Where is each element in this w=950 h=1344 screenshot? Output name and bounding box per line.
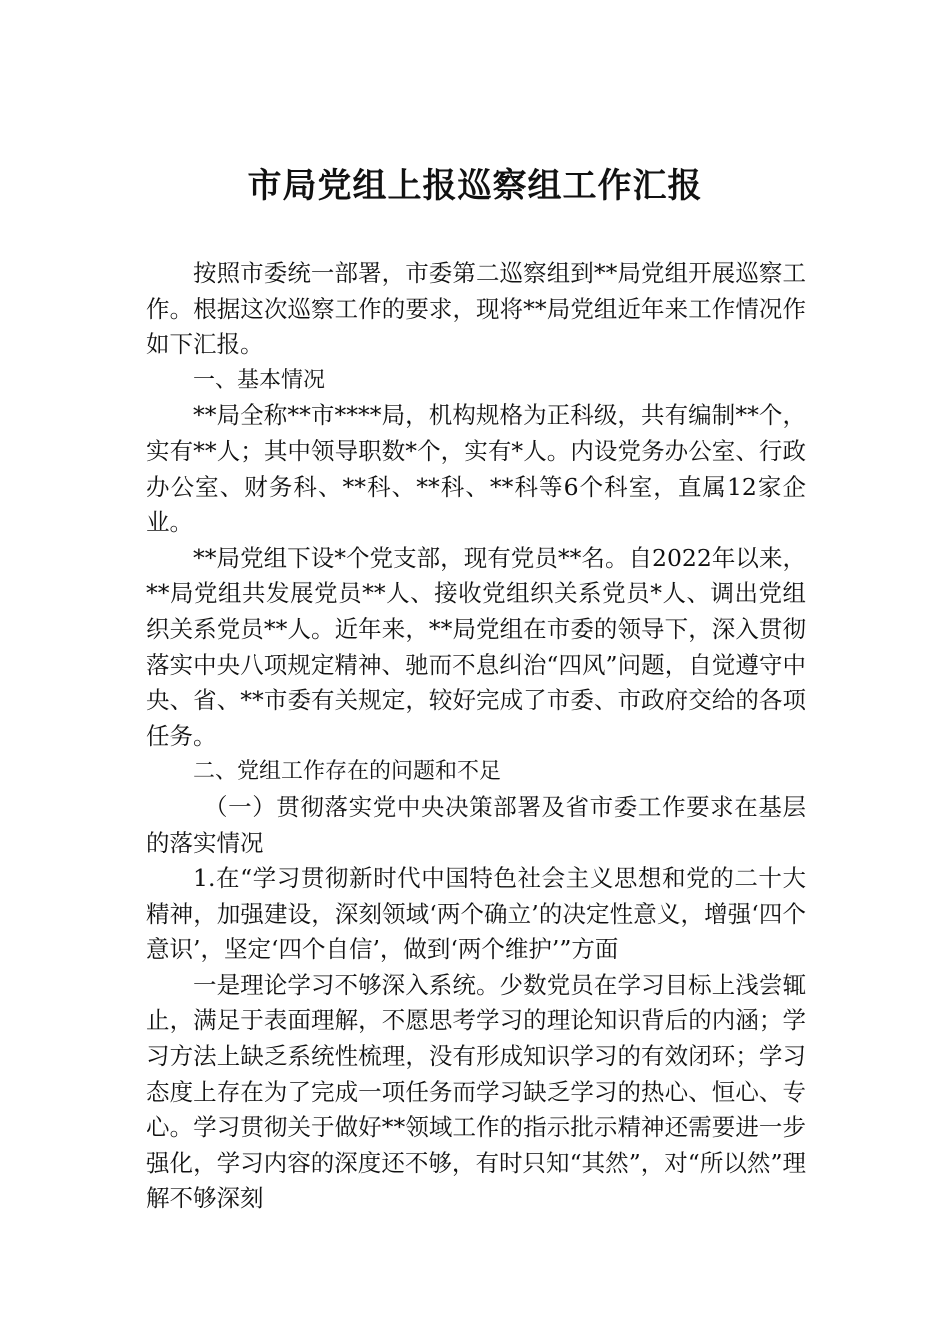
section-heading-problems: 二、党组工作存在的问题和不足 [193,759,502,785]
section-heading-basic: 一、基本情况 [193,367,326,393]
body-paragraph: **局党组下设*个党支部，现有党员**名。自2022年以来，**局党组共发展党员**人、接收党组织关系党员*人、调出党组织关系党员**人。近年来，**局党组在市委的领导下，深入贯彻落实中央八项规定精神、驰而不息纠治“四风”问题，自觉遵守中央、省、**市委有关规定，较好完成了市委、市政府交给的各项任务。 [146,543,806,750]
subsection-heading: （一）贯彻落实党中央决策部署及省市委工作要求在基层的落实情况 [146,792,806,857]
document-body [146,256,806,1217]
body-paragraph: 一是理论学习不够深入系统。少数党员在学习目标上浅尝辄止，满足于表面理解，不愿思考学习的理论知识背后的内涵；学习方法上缺乏系统性梳理，没有形成知识学习的有效闭环；学习态度上存在为了完成一项任务而学习缺乏学习的热心、恒心、专心。学习贯彻关于做好**领域工作的指示批示精神还需要进一步强化，学习内容的深度还不够，有时只知“其然”，对“所以然”理解不够深刻 [146,970,806,1213]
body-paragraph: **局全称**市****局，机构规格为正科级，共有编制**个，实有**人；其中领导职数*个，实有*人。内设党务办公室、行政办公室、财务科、**科、**科、**科等6个科室，直属12家企业。 [146,401,806,537]
item-heading: 1.在“学习贯彻新时代中国特色社会主义思想和党的二十大精神，加强建设，深刻领域‘两个确立’的决定性意义，增强‘四个意识’，坚定‘四个自信’，做到‘两个维护’”方面 [146,864,806,964]
document-title: 市局党组上报巡察组工作汇报 [247,166,703,206]
intro-paragraph: 按照市委统一部署，市委第二巡察组到**局党组开展巡察工作。根据这次巡察工作的要求，现将**局党组近年来工作情况作如下汇报。 [146,259,806,359]
